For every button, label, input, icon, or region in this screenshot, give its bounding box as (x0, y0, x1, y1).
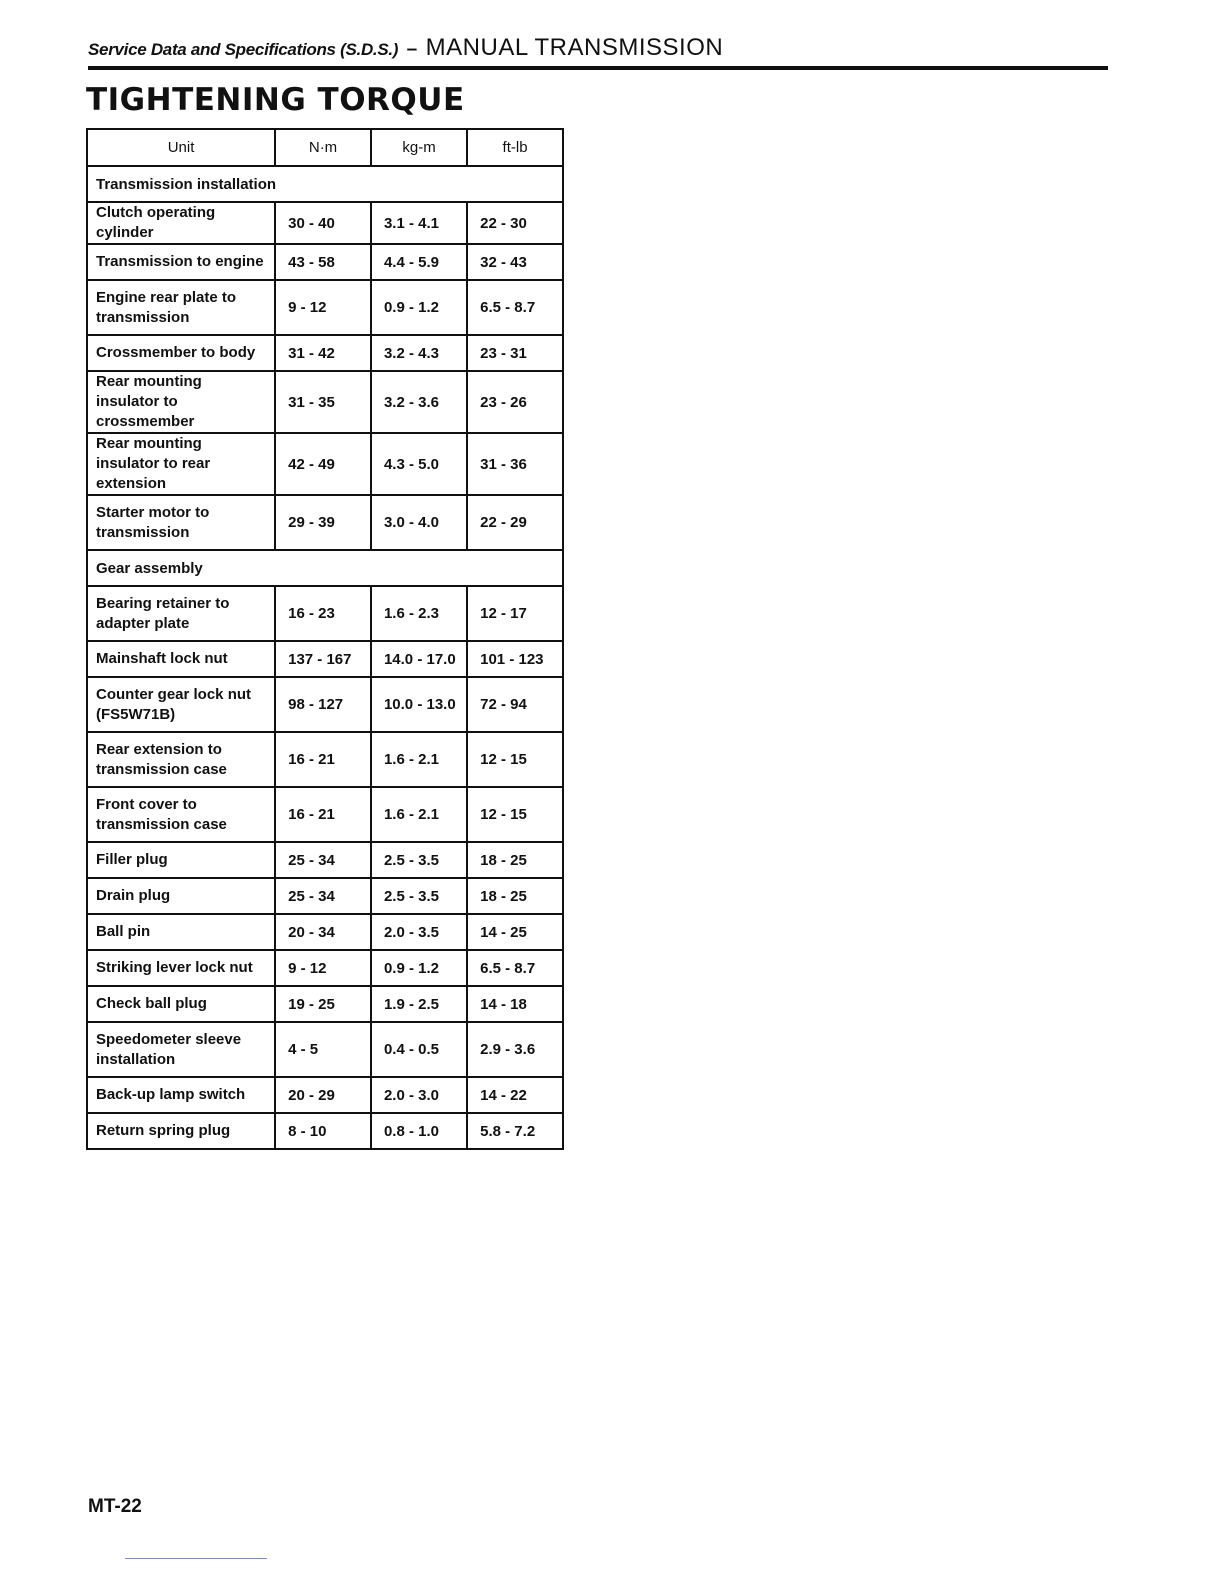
unit-cell: Front cover to transmission case (87, 787, 275, 842)
table-row (87, 914, 563, 950)
unit-cell: Rear mounting insulator to crossmember (87, 371, 275, 433)
table-row (87, 202, 563, 244)
nm-cell: 31 - 35 (275, 371, 371, 433)
table-row (87, 371, 563, 433)
page-number: MT-22 (88, 1496, 142, 1517)
table-row (87, 787, 563, 842)
ftlb-cell: 31 - 36 (467, 433, 563, 495)
unit-cell: Drain plug (87, 878, 275, 914)
ftlb-cell: 23 - 31 (467, 335, 563, 371)
kgm-cell: 0.8 - 1.0 (371, 1113, 467, 1149)
nm-cell: 16 - 23 (275, 586, 371, 641)
table-row (87, 732, 563, 787)
unit-cell: Striking lever lock nut (87, 950, 275, 986)
kgm-cell: 0.9 - 1.2 (371, 280, 467, 335)
group-row (87, 166, 563, 202)
unit-cell: Bearing retainer to adapter plate (87, 586, 275, 641)
ftlb-cell: 18 - 25 (467, 842, 563, 878)
ftlb-cell: 5.8 - 7.2 (467, 1113, 563, 1149)
table-row (87, 986, 563, 1022)
kgm-cell: 2.0 - 3.0 (371, 1077, 467, 1113)
nm-cell: 19 - 25 (275, 986, 371, 1022)
table-row (87, 495, 563, 550)
nm-cell: 137 - 167 (275, 641, 371, 677)
nm-cell: 9 - 12 (275, 280, 371, 335)
group-label: Transmission installation (87, 166, 563, 202)
kgm-cell: 3.0 - 4.0 (371, 495, 467, 550)
nm-cell: 16 - 21 (275, 787, 371, 842)
kgm-cell: 3.2 - 3.6 (371, 371, 467, 433)
table-row (87, 878, 563, 914)
group-label: Gear assembly (87, 550, 563, 586)
ftlb-cell: 23 - 26 (467, 371, 563, 433)
kgm-cell: 2.5 - 3.5 (371, 878, 467, 914)
footer-divider (125, 1558, 267, 1559)
unit-cell: Back-up lamp switch (87, 1077, 275, 1113)
kgm-cell: 0.9 - 1.2 (371, 950, 467, 986)
nm-cell: 9 - 12 (275, 950, 371, 986)
ftlb-cell: 12 - 17 (467, 586, 563, 641)
page-title: TIGHTENING TORQUE (86, 82, 465, 118)
ftlb-cell: 2.9 - 3.6 (467, 1022, 563, 1077)
kgm-cell: 0.4 - 0.5 (371, 1022, 467, 1077)
kgm-cell: 3.2 - 4.3 (371, 335, 467, 371)
nm-cell: 20 - 34 (275, 914, 371, 950)
ftlb-cell: 6.5 - 8.7 (467, 280, 563, 335)
section-title: Service Data and Specifications (S.D.S.) (88, 40, 399, 59)
unit-cell: Clutch operating cylinder (87, 202, 275, 244)
kgm-cell: 3.1 - 4.1 (371, 202, 467, 244)
table-header-row (87, 129, 563, 166)
nm-cell: 30 - 40 (275, 202, 371, 244)
header-rule (88, 66, 1108, 70)
nm-cell: 20 - 29 (275, 1077, 371, 1113)
kgm-cell: 1.9 - 2.5 (371, 986, 467, 1022)
table-row (87, 842, 563, 878)
unit-cell: Filler plug (87, 842, 275, 878)
nm-cell: 8 - 10 (275, 1113, 371, 1149)
table-row (87, 433, 563, 495)
page-header (88, 34, 1108, 64)
ftlb-cell: 22 - 30 (467, 202, 563, 244)
column-header-nm: N·m (275, 129, 371, 166)
unit-cell: Transmission to engine (87, 244, 275, 280)
ftlb-cell: 18 - 25 (467, 878, 563, 914)
nm-cell: 31 - 42 (275, 335, 371, 371)
header-separator: – (406, 39, 418, 60)
table-row (87, 335, 563, 371)
unit-cell: Crossmember to body (87, 335, 275, 371)
kgm-cell: 2.0 - 3.5 (371, 914, 467, 950)
table-row (87, 280, 563, 335)
unit-cell: Check ball plug (87, 986, 275, 1022)
table-row (87, 1022, 563, 1077)
nm-cell: 25 - 34 (275, 842, 371, 878)
ftlb-cell: 12 - 15 (467, 732, 563, 787)
ftlb-cell: 14 - 22 (467, 1077, 563, 1113)
table-row (87, 1113, 563, 1149)
chapter-title: MANUAL TRANSMISSION (425, 34, 724, 61)
nm-cell: 42 - 49 (275, 433, 371, 495)
table-row (87, 677, 563, 732)
group-row (87, 550, 563, 586)
nm-cell: 98 - 127 (275, 677, 371, 732)
column-header-ftlb: ft-lb (467, 129, 563, 166)
table-row (87, 641, 563, 677)
unit-cell: Speedometer sleeve installation (87, 1022, 275, 1077)
ftlb-cell: 101 - 123 (467, 641, 563, 677)
column-header-unit: Unit (87, 129, 275, 166)
unit-cell: Return spring plug (87, 1113, 275, 1149)
ftlb-cell: 32 - 43 (467, 244, 563, 280)
kgm-cell: 1.6 - 2.3 (371, 586, 467, 641)
table-row (87, 950, 563, 986)
nm-cell: 43 - 58 (275, 244, 371, 280)
kgm-cell: 14.0 - 17.0 (371, 641, 467, 677)
table-row (87, 1077, 563, 1113)
ftlb-cell: 14 - 25 (467, 914, 563, 950)
table-row (87, 586, 563, 641)
ftlb-cell: 72 - 94 (467, 677, 563, 732)
nm-cell: 16 - 21 (275, 732, 371, 787)
ftlb-cell: 6.5 - 8.7 (467, 950, 563, 986)
kgm-cell: 2.5 - 3.5 (371, 842, 467, 878)
unit-cell: Counter gear lock nut (FS5W71B) (87, 677, 275, 732)
kgm-cell: 4.3 - 5.0 (371, 433, 467, 495)
ftlb-cell: 22 - 29 (467, 495, 563, 550)
nm-cell: 25 - 34 (275, 878, 371, 914)
nm-cell: 4 - 5 (275, 1022, 371, 1077)
unit-cell: Rear extension to transmission case (87, 732, 275, 787)
kgm-cell: 1.6 - 2.1 (371, 732, 467, 787)
unit-cell: Rear mounting insulator to rear extension (87, 433, 275, 495)
ftlb-cell: 12 - 15 (467, 787, 563, 842)
ftlb-cell: 14 - 18 (467, 986, 563, 1022)
kgm-cell: 10.0 - 13.0 (371, 677, 467, 732)
table-row (87, 244, 563, 280)
kgm-cell: 4.4 - 5.9 (371, 244, 467, 280)
unit-cell: Engine rear plate to transmission (87, 280, 275, 335)
kgm-cell: 1.6 - 2.1 (371, 787, 467, 842)
column-header-kgm: kg-m (371, 129, 467, 166)
unit-cell: Mainshaft lock nut (87, 641, 275, 677)
unit-cell: Starter motor to transmission (87, 495, 275, 550)
nm-cell: 29 - 39 (275, 495, 371, 550)
unit-cell: Ball pin (87, 914, 275, 950)
torque-table (86, 128, 564, 1150)
